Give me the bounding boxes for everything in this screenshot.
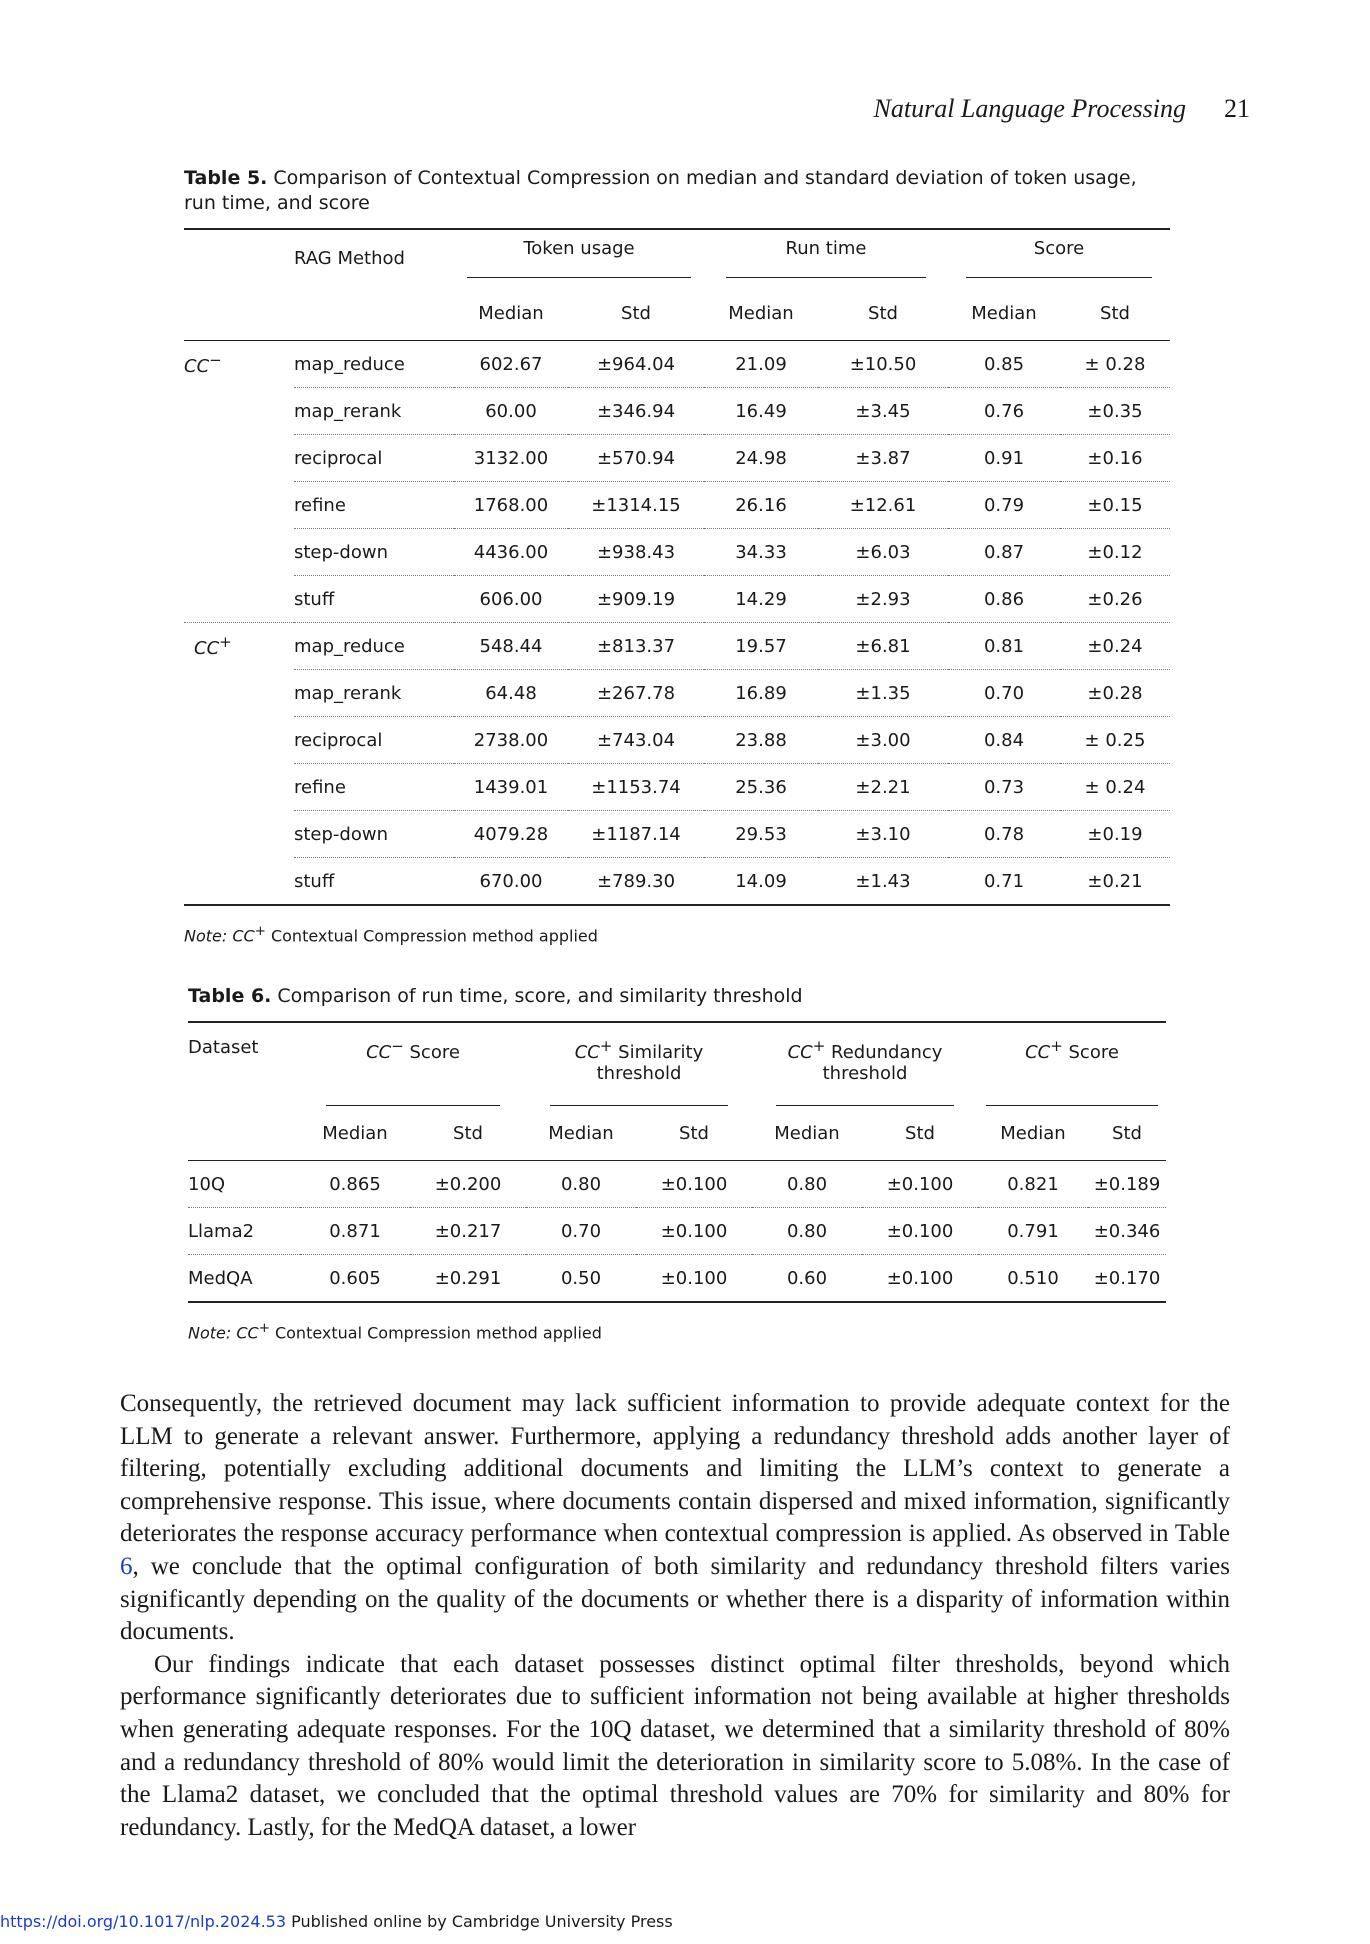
value-cell: ±0.21: [1087, 870, 1143, 892]
table-row: [184, 764, 1170, 811]
footer: [0, 1912, 673, 1931]
section-label: CC+: [194, 633, 232, 660]
value-cell: 14.09: [735, 870, 787, 892]
value-cell: 1768.00: [454, 482, 568, 529]
value-cell: ±0.100: [636, 1161, 752, 1208]
value-cell: ±0.291: [434, 1267, 502, 1289]
sub-std: Std: [905, 1122, 935, 1144]
value-cell: 0.84: [948, 717, 1060, 764]
value-cell: 0.510: [1007, 1267, 1059, 1289]
rag-method-cell: map_reduce: [294, 623, 454, 670]
value-cell: ±0.26: [1060, 576, 1170, 623]
value-cell: 0.76: [948, 388, 1060, 435]
rag-method-cell: step-down: [294, 811, 454, 858]
value-cell: ±1.35: [818, 670, 948, 717]
rag-method-cell: reciprocal: [294, 435, 454, 482]
value-cell: ±0.200: [410, 1161, 526, 1208]
value-cell: ±6.81: [818, 623, 948, 670]
value-cell: ±0.15: [1060, 482, 1170, 529]
value-cell: ±2.93: [818, 576, 948, 623]
value-cell: 0.60: [786, 1267, 828, 1289]
col-dataset: Dataset: [188, 1037, 259, 1058]
value-cell: 0.81: [948, 623, 1060, 670]
rag-method-cell: stuff: [294, 576, 454, 623]
section-label: [184, 670, 294, 717]
rag-method-cell: refine: [294, 764, 454, 811]
value-cell: 0.70: [526, 1208, 636, 1255]
value-cell: 0.80: [752, 1161, 862, 1208]
table-row: [188, 1161, 1166, 1208]
sub-std: Std: [1112, 1122, 1142, 1144]
note-sup: +: [254, 924, 266, 939]
value-cell: 0.73: [948, 764, 1060, 811]
dataset-cell: 10Q: [188, 1161, 300, 1208]
value-cell: 3132.00: [454, 435, 568, 482]
table-6-grid: [188, 1021, 1166, 1303]
section-label: [184, 576, 294, 623]
value-cell: 0.70: [948, 670, 1060, 717]
value-cell: 34.33: [704, 529, 818, 576]
value-cell: 602.67: [454, 341, 568, 388]
dataset-cell: Llama2: [188, 1208, 300, 1255]
rag-method-cell: map_rerank: [294, 388, 454, 435]
group-cc-plus-score: CC+ Score: [986, 1037, 1158, 1106]
table-row: [184, 576, 1170, 623]
value-cell: ±0.217: [410, 1208, 526, 1255]
value-cell: 23.88: [704, 717, 818, 764]
group-similarity-threshold: CC+ Similarity threshold: [550, 1037, 728, 1106]
sub-median: Median: [774, 1122, 840, 1144]
value-cell: 21.09: [704, 341, 818, 388]
page-number: 21: [1224, 94, 1250, 123]
table-6-caption: [188, 984, 1166, 1009]
section-label: [184, 764, 294, 811]
value-cell: 29.53: [704, 811, 818, 858]
rag-method-cell: map_rerank: [294, 670, 454, 717]
table-6-caption-text: Comparison of run time, score, and similarity threshold: [277, 985, 803, 1007]
rag-method-cell: stuff: [294, 870, 335, 892]
value-cell: ±0.35: [1060, 388, 1170, 435]
group-redundancy-threshold: CC+ Redundancy threshold: [776, 1037, 954, 1106]
sub-median: Median: [478, 302, 544, 324]
value-cell: 16.49: [704, 388, 818, 435]
sub-median: Median: [1000, 1122, 1066, 1144]
table-row: [184, 435, 1170, 482]
section-label: [184, 482, 294, 529]
value-cell: 16.89: [704, 670, 818, 717]
value-cell: ±267.78: [568, 670, 704, 717]
table-6-note: [188, 1321, 1166, 1342]
value-cell: ±1.43: [855, 870, 911, 892]
value-cell: ±743.04: [568, 717, 704, 764]
value-cell: ±0.12: [1060, 529, 1170, 576]
table-6-label: Table 6.: [188, 985, 272, 1007]
section-label: [184, 435, 294, 482]
table-5: [184, 166, 1170, 945]
note-text: Contextual Compression method applied: [269, 1323, 602, 1343]
table-5-caption-text: Comparison of Contextual Compression on median and standard deviation of token usage, run time, and score: [184, 167, 1137, 214]
table-row: [184, 529, 1170, 576]
table-5-caption: [184, 166, 1170, 216]
note-prefix: Note: CC: [188, 1323, 259, 1343]
value-cell: 64.48: [454, 670, 568, 717]
value-cell: ±3.87: [818, 435, 948, 482]
value-cell: 0.871: [300, 1208, 410, 1255]
value-cell: ±0.189: [1088, 1161, 1166, 1208]
value-cell: 606.00: [454, 576, 568, 623]
value-cell: ± 0.25: [1060, 717, 1170, 764]
col-rag-method: RAG Method: [294, 247, 405, 269]
value-cell: ±909.19: [568, 576, 704, 623]
paragraph-1: Consequently, the retrieved document may lack sufficient information to provide adequate context for the LLM to generate a relevant answer. Furthermore, applying a redundancy threshold adds another layer of filtering, potentially excluding additional documents and limiting the LLM’s context to generate a comprehensive response. This issue, where documents contain dispersed and mixed information, significantly deteriorates the response accuracy performance when contextual compression is applied. As observed in Table 6, we conclude that the optimal configuration of both similarity and redundancy threshold filters varies significantly depending on the quality of the documents or whether there is a disparity of information within documents.: [120, 1390, 1230, 1646]
table-6-body: [188, 1161, 1166, 1303]
value-cell: 0.91: [948, 435, 1060, 482]
value-cell: ±0.100: [886, 1267, 954, 1289]
section-label: [184, 388, 294, 435]
value-cell: 0.79: [948, 482, 1060, 529]
sub-std: Std: [679, 1122, 709, 1144]
value-cell: ±0.100: [862, 1208, 978, 1255]
journal-name: Natural Language Processing: [873, 94, 1186, 123]
value-cell: ±0.100: [636, 1208, 752, 1255]
value-cell: 0.80: [752, 1208, 862, 1255]
body-text: [120, 1388, 1230, 1844]
table-row: [184, 623, 1170, 670]
section-label: [184, 811, 294, 858]
value-cell: 0.71: [983, 870, 1025, 892]
value-cell: 670.00: [479, 870, 543, 892]
value-cell: 1439.01: [454, 764, 568, 811]
table-row: [184, 482, 1170, 529]
rag-method-cell: map_reduce: [294, 341, 454, 388]
section-label: [184, 858, 294, 906]
value-cell: ±346.94: [568, 388, 704, 435]
section-label: [184, 717, 294, 764]
value-cell: ±0.19: [1060, 811, 1170, 858]
value-cell: 0.821: [978, 1161, 1088, 1208]
rag-method-cell: refine: [294, 482, 454, 529]
sub-std: Std: [621, 302, 651, 324]
value-cell: ±3.45: [818, 388, 948, 435]
table-6: [188, 984, 1166, 1342]
value-cell: ±0.100: [660, 1267, 728, 1289]
table-5-grid: [184, 228, 1170, 906]
table-row: [184, 717, 1170, 764]
publisher-text: Published online by Cambridge University Press: [286, 1912, 673, 1931]
rag-method-cell: reciprocal: [294, 717, 454, 764]
value-cell: ±0.170: [1093, 1267, 1161, 1289]
value-cell: 26.16: [704, 482, 818, 529]
doi-link[interactable]: https://doi.org/10.1017/nlp.2024.53: [0, 1912, 287, 1931]
value-cell: ±789.30: [596, 870, 676, 892]
value-cell: ±0.28: [1060, 670, 1170, 717]
paragraph-2: Our findings indicate that each dataset possesses distinct optimal filter thresholds, beyond which performance significantly deteriorates due to sufficient information not being available at higher thresholds when generating adequate responses. For the 10Q dataset, we determined that a similarity threshold of 80% and a redundancy threshold of 80% would limit the deterioration in similarity score to 5.08%. In the case of the Llama2 dataset, we concluded that the optimal threshold values are 70% for similarity and 80% for redundancy. Lastly, for the MedQA dataset, a lower: [120, 1650, 1230, 1841]
value-cell: ±1153.74: [568, 764, 704, 811]
rag-method-cell: step-down: [294, 529, 454, 576]
value-cell: 60.00: [454, 388, 568, 435]
value-cell: ±3.00: [818, 717, 948, 764]
group-token-usage: Token usage: [467, 238, 691, 278]
value-cell: ±813.37: [568, 623, 704, 670]
table-5-note: [184, 924, 1170, 945]
value-cell: ± 0.28: [1060, 341, 1170, 388]
table-row: [184, 858, 1170, 906]
sub-std: Std: [453, 1122, 483, 1144]
value-cell: ±2.21: [818, 764, 948, 811]
value-cell: 0.605: [329, 1267, 381, 1289]
value-cell: 0.85: [948, 341, 1060, 388]
group-cc-minus-score: CC− Score: [326, 1037, 500, 1106]
group-run-time: Run time: [726, 238, 926, 278]
value-cell: 4079.28: [454, 811, 568, 858]
note-text: Contextual Compression method applied: [265, 926, 598, 946]
value-cell: ±1314.15: [568, 482, 704, 529]
value-cell: ± 0.24: [1060, 764, 1170, 811]
value-cell: 0.50: [560, 1267, 602, 1289]
section-label: CC−: [184, 351, 222, 378]
value-cell: 14.29: [704, 576, 818, 623]
value-cell: ±3.10: [818, 811, 948, 858]
note-prefix: Note: CC: [184, 926, 255, 946]
value-cell: ±0.100: [862, 1161, 978, 1208]
sub-std: Std: [1100, 302, 1130, 324]
sub-median: Median: [322, 1122, 388, 1144]
table-row: [184, 388, 1170, 435]
table-5-body: [184, 341, 1170, 906]
value-cell: 0.791: [978, 1208, 1088, 1255]
value-cell: 25.36: [704, 764, 818, 811]
value-cell: 0.86: [948, 576, 1060, 623]
value-cell: 2738.00: [454, 717, 568, 764]
value-cell: 0.78: [948, 811, 1060, 858]
table-5-label: Table 5.: [184, 167, 268, 189]
sub-median: Median: [548, 1122, 614, 1144]
section-label: [184, 529, 294, 576]
value-cell: 4436.00: [454, 529, 568, 576]
table-row: [184, 341, 1170, 388]
value-cell: 24.98: [704, 435, 818, 482]
value-cell: 0.87: [948, 529, 1060, 576]
value-cell: 19.57: [704, 623, 818, 670]
value-cell: 548.44: [454, 623, 568, 670]
value-cell: ±12.61: [818, 482, 948, 529]
table-row: [188, 1208, 1166, 1255]
table-6-ref-link[interactable]: 6: [120, 1552, 133, 1580]
note-sup: +: [258, 1321, 270, 1336]
value-cell: ±10.50: [818, 341, 948, 388]
group-score: Score: [966, 238, 1152, 278]
value-cell: 0.80: [526, 1161, 636, 1208]
running-head: [874, 94, 1250, 124]
sub-std: Std: [868, 302, 898, 324]
value-cell: ±964.04: [568, 341, 704, 388]
value-cell: ±1187.14: [568, 811, 704, 858]
table-row: [184, 811, 1170, 858]
sub-median: Median: [728, 302, 794, 324]
value-cell: ±570.94: [568, 435, 704, 482]
value-cell: ±0.346: [1088, 1208, 1166, 1255]
table-row: [188, 1255, 1166, 1303]
value-cell: 0.865: [300, 1161, 410, 1208]
sub-median: Median: [971, 302, 1037, 324]
table-row: [184, 670, 1170, 717]
dataset-cell: MedQA: [188, 1267, 253, 1289]
value-cell: ±0.16: [1060, 435, 1170, 482]
value-cell: ±6.03: [818, 529, 948, 576]
value-cell: ±938.43: [568, 529, 704, 576]
value-cell: ±0.24: [1060, 623, 1170, 670]
